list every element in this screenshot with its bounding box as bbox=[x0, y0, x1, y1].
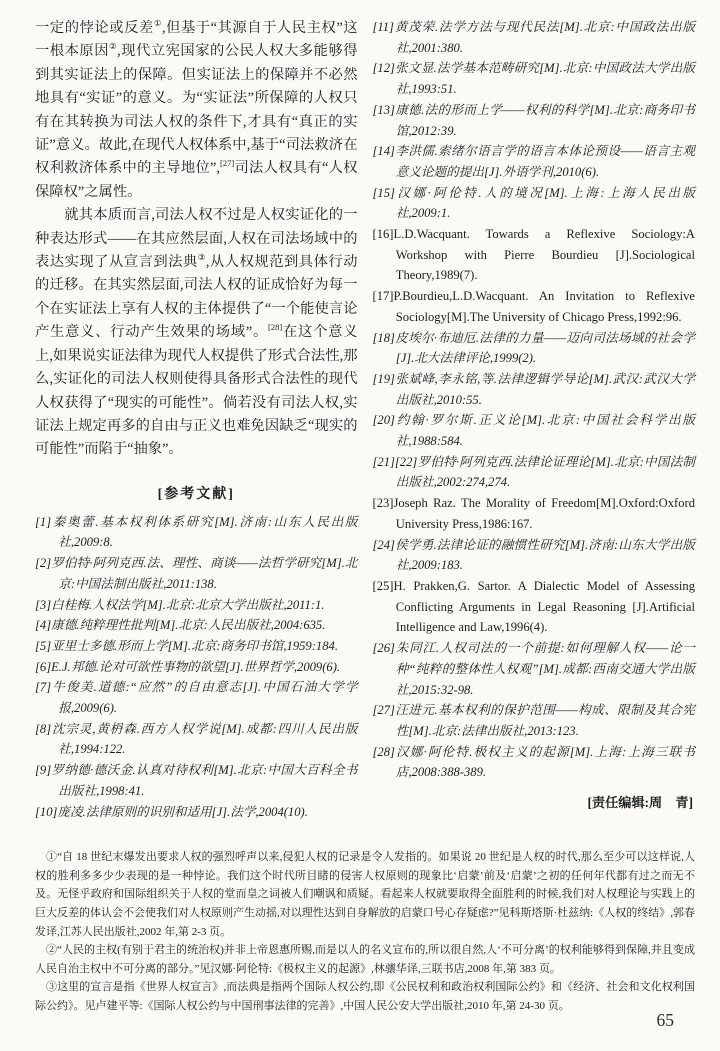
reference-label: [3] bbox=[35, 597, 52, 612]
reference-label: [19] bbox=[372, 371, 395, 386]
reference-item bbox=[35, 636, 358, 657]
reference-label: [6] bbox=[35, 659, 52, 674]
reference-text: 汉娜·阿伦特.极权主义的起源[M].上海:上海三联书店,2008:388-389. bbox=[394, 744, 695, 780]
reference-label: [24] bbox=[372, 537, 395, 552]
reference-label: [5] bbox=[35, 638, 52, 653]
body-paragraph-2: 就其本质而言,司法人权不过是人权实证化的一种表达形式——在其应然层面,人权在司法场域中的表达实现了从宣言到法典③,从人权规范到具体行动的迁移。在其实然层面,司法人权的证成恰好为每一个在实证法上享有人权的主体提供了“一个能使言论产生意义、行动产生效果的场域”。[28]在这个意义上,如果说实证法律为现代人权提供了形式合法性,那么,实证化的司法人权则使得具备形式合法性的现代人权获得了“现实的可能性”。倘若没有司法人权,实证法上规定再多的自由与正义也难免因缺乏“现实的可能性”而陷于“抽象”。 bbox=[35, 207, 358, 458]
reference-label: [21][22] bbox=[372, 454, 418, 469]
reference-item bbox=[35, 512, 358, 553]
reference-item bbox=[35, 595, 358, 616]
reference-item bbox=[373, 410, 696, 451]
reference-label: [17] bbox=[372, 289, 394, 304]
reference-item bbox=[373, 638, 696, 700]
reference-text: 黄茂荣.法学方法与现代民法[M].北京:中国政法出版社,2001:380. bbox=[393, 20, 695, 55]
reference-item bbox=[35, 719, 358, 760]
reference-text: 朱同江.人权司法的一个前提:如何理解人权——论一种“纯粹的整体性人权观”[M].成都:西南交通大学出版社,2015:32-98. bbox=[394, 641, 695, 697]
left-column bbox=[35, 17, 358, 822]
reference-item bbox=[35, 615, 358, 636]
reference-label: [1] bbox=[35, 514, 52, 529]
reference-text: 汪进元.基本权利的保护范围——构成、限制及其合宪性[M].北京:法律出版社,2013:123. bbox=[394, 703, 695, 738]
reference-item bbox=[373, 742, 696, 783]
reference-text: 牛俊美.道德:“应然”的自由意志[J].中国石油大学学报,2009(6). bbox=[51, 680, 358, 716]
reference-label: [20] bbox=[372, 413, 395, 428]
reference-item bbox=[373, 328, 696, 369]
reference-text: P.Bourdieu,L.D.Wacquant. An Invitation to Reflexive Sociology[M].The University of Chicago Press,1992:96. bbox=[393, 289, 695, 324]
reference-text: 秦奥蕾.基本权利体系研究[M].济南:山东人民出版社,2009:8. bbox=[51, 514, 358, 550]
editor-credit: [责任编辑:周 青] bbox=[587, 795, 693, 811]
reference-label: [23] bbox=[372, 496, 394, 511]
footnote-text: 这里的宣言是指《世界人权宣言》,而法典是指两个国际人权公约,即《公民权利和政治权利国际公约》和《经济、社会和文化权利国际公约》。见卢建平等:《国际人权公约与中国刑事法律的完善》,中国人民公安大学出版社,2010 年,第 24-30 页。 bbox=[35, 981, 695, 1013]
reference-label: [2] bbox=[35, 556, 52, 571]
footnote-marker: ③ bbox=[46, 981, 58, 994]
two-column-layout bbox=[35, 17, 695, 822]
reference-text: 汉娜·阿伦特.人的境况[M].上海:上海人民出版社,2009:1. bbox=[394, 185, 695, 221]
footnote-marker: ② bbox=[46, 944, 58, 957]
reference-text: 约翰·罗尔斯.正义论[M].北京:中国社会科学出版社,1988:584. bbox=[394, 413, 695, 449]
footnote-item bbox=[35, 941, 695, 978]
reference-label: [4] bbox=[35, 618, 52, 633]
reference-text: 罗伯特·阿列克西.法律论证理论[M].北京:中国法制出版社,2002:274,274. bbox=[395, 454, 695, 490]
reference-item bbox=[373, 100, 696, 141]
reference-text: L.D.Wacquant. Towards a Reflexive Sociology:A Workshop with Pierre Bourdieu [J].Sociological Theory,1989(7). bbox=[393, 227, 695, 283]
right-column bbox=[373, 17, 696, 822]
reference-item bbox=[373, 700, 696, 741]
reference-item bbox=[35, 657, 358, 678]
reference-item bbox=[35, 802, 358, 823]
references-heading: [参考文献] bbox=[157, 486, 235, 502]
footnotes-block bbox=[35, 848, 695, 1015]
page-number: 65 bbox=[656, 1010, 674, 1030]
reference-text: 皮埃尔·布迪厄.法律的力量——迈向司法场域的社会学[J].北大法律评论,1999(2). bbox=[394, 330, 695, 366]
reference-item bbox=[35, 553, 358, 594]
reference-text: 李洪儒.索绪尔语言学的语言本体论预设——语言主观意义论题的提出[J].外语学刊,2010(6). bbox=[394, 144, 695, 179]
reference-label: [12] bbox=[372, 61, 395, 76]
reference-label: [7] bbox=[35, 680, 52, 695]
reference-label: [8] bbox=[35, 721, 52, 736]
reference-item bbox=[373, 286, 696, 327]
reference-label: [26] bbox=[372, 641, 395, 656]
references-list-left bbox=[35, 512, 358, 823]
reference-label: [15] bbox=[372, 185, 395, 200]
reference-text: 罗伯特·阿列克西.法、理性、商谈——法哲学研究[M].北京:中国法制出版社,2011:138. bbox=[51, 556, 358, 591]
references-list-right bbox=[373, 17, 696, 783]
reference-item bbox=[373, 224, 696, 286]
reference-item bbox=[373, 183, 696, 224]
footnote-text: “人民的主权(有别于君主的统治权)并非上帝恩惠所赐,而是以人的名义宣布的,所以很自然,人‘不可分离’的权利能够得到保障,并且变成人民自治主权中不可分离的部分。”见汉娜·阿伦特:《极权主义的起源》,林骧华译,三联书店,2008 年,第 383 页。 bbox=[35, 944, 696, 975]
reference-label: [25] bbox=[372, 578, 394, 593]
reference-text: H. Prakken,G. Sartor. A Dialectic Model of Assessing Conflicting Arguments in Legal Reasoning [J].Artificial Intelligence and Law,1996(4). bbox=[393, 578, 695, 635]
reference-text: 庞凌.法律原则的识别和适用[J].法学,2004(10). bbox=[57, 804, 308, 819]
reference-label: [13] bbox=[372, 102, 395, 117]
reference-label: [16] bbox=[372, 227, 394, 242]
body-paragraph-1: 一定的悖论或反差①,但基于“其源自于人民主权”这一根本原因②,现代立宪国家的公民人权大多能够得到其实证法上的保障。但实证法上的保障并不必然地具有“实证”的意义。为“实证法”所保障的人权只有在其转换为司法人权的条件下,才具有“真正的实证”意义。故此,在现代人权体系中,基于“司法救济在权利救济体系中的主导地位”,[27]司法人权具有“人权保障权”之属性。 bbox=[35, 18, 358, 200]
reference-item bbox=[373, 493, 696, 534]
reference-label: [14] bbox=[372, 144, 395, 159]
reference-text: 侯学勇.法律论证的融惯性研究[M].济南:山东大学出版社,2009:183. bbox=[394, 537, 695, 573]
reference-item bbox=[373, 452, 696, 493]
reference-item bbox=[373, 535, 696, 576]
reference-label: [27] bbox=[372, 703, 395, 718]
footnote-marker: ① bbox=[46, 851, 58, 864]
reference-item bbox=[373, 576, 696, 638]
footnote-item bbox=[35, 848, 695, 941]
reference-item bbox=[373, 141, 696, 182]
reference-text: E.J.邦德.论对可欲性事物的欲望[J].世界哲学,2009(6). bbox=[51, 659, 341, 674]
reference-text: Joseph Raz. The Morality of Freedom[M].Oxford:Oxford University Press,1986:167. bbox=[393, 496, 695, 531]
reference-label: [28] bbox=[372, 744, 395, 759]
reference-item bbox=[35, 760, 358, 801]
reference-label: [9] bbox=[35, 763, 52, 778]
reference-item bbox=[35, 677, 358, 718]
reference-text: 康德.法的形而上学——权利的科学[M].北京:商务印书馆,2012:39. bbox=[394, 102, 695, 138]
reference-text: 白桂梅.人权法学[M].北京:北京大学出版社,2011:1. bbox=[51, 597, 325, 612]
reference-text: 罗纳德·德沃金.认真对待权利[M].北京:中国大百科全书出版社,1998:41. bbox=[51, 763, 358, 798]
footnote-text: “自 18 世纪末爆发出要求人权的强烈呼声以来,侵犯人权的记录是令人发指的。如果说 20 世纪是人权的时代,那么至少可以这样说,人权的胜利多多少少表现的是一种悖论。我们这个时代所目睹的侵害人权原则的现象比‘启蒙’前及‘启蒙’之初的任何年代都有过之而无不及。无怪乎政府和国际组织关于人权的堂而皇之词被人们嘲讽和质疑。看起来人权就要取得全面胜利的时候,我们对人权理论与实践上的巨大反差的体认会不会使我们对人权原则产生动摇,对以理性达到自身解放的启蒙口号心存疑虑?”见科斯塔斯·杜兹纳:《人权的终结》,郭春发译,江苏人民出版社,2002 年,第 2-3 页。 bbox=[35, 851, 695, 938]
reference-item bbox=[373, 17, 696, 58]
reference-item bbox=[373, 58, 696, 99]
reference-text: 康德.纯粹理性批判[M].北京:人民出版社,2004:635. bbox=[51, 618, 326, 633]
reference-label: [10] bbox=[35, 804, 58, 819]
reference-text: 张斌峰,李永铭,等.法律逻辑学导论[M].武汉:武汉大学出版社,2010:55. bbox=[394, 371, 695, 407]
footnote-item bbox=[35, 978, 695, 1015]
reference-text: 亚里士多德.形而上学[M].北京:商务印书馆,1959:184. bbox=[51, 638, 338, 653]
reference-item bbox=[373, 369, 696, 410]
reference-label: [18] bbox=[372, 330, 395, 345]
reference-label: [11] bbox=[372, 20, 394, 34]
reference-text: 沈宗灵,黄枬森.西方人权学说[M].成都:四川人民出版社,1994:122. bbox=[51, 721, 358, 757]
reference-text: 张文显.法学基本范畴研究[M].北京:中国政法大学出版社,1993:51. bbox=[394, 61, 695, 97]
